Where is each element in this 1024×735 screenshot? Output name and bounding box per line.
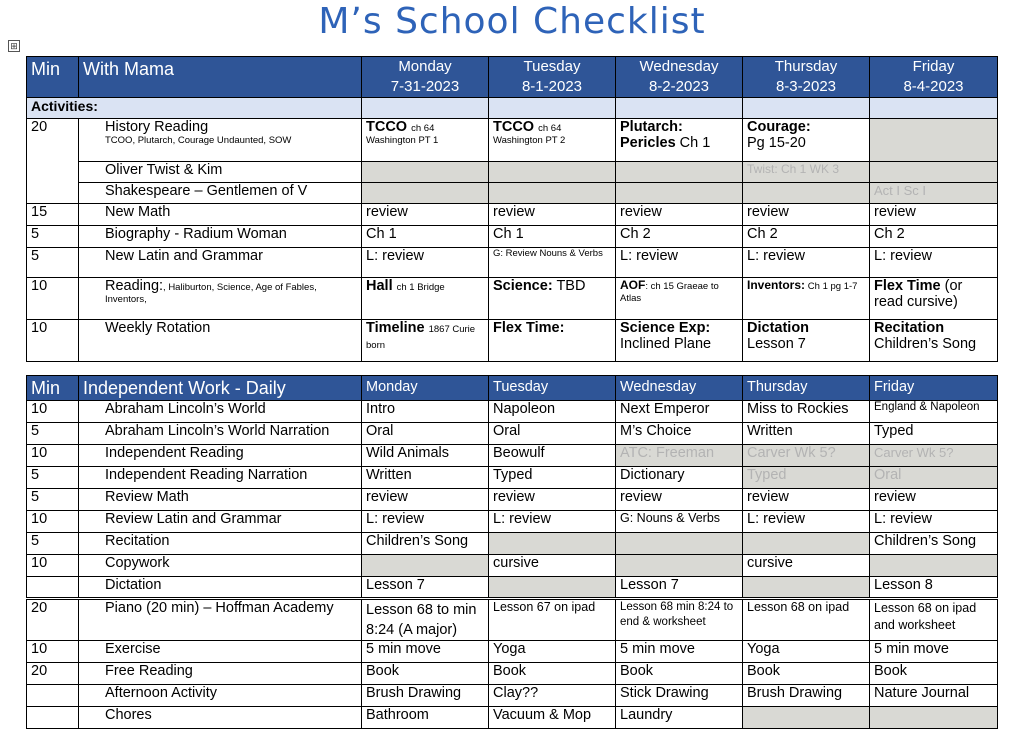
- math-fri[interactable]: review: [870, 204, 998, 226]
- reading-cell: Reading:, Haliburton, Science, Age of Fables, Inventors,: [79, 278, 362, 320]
- cell-mon[interactable]: Bathroom: [362, 707, 489, 729]
- latin-wed[interactable]: L: review: [616, 248, 743, 278]
- cell-wed[interactable]: Lesson 68 min 8:24 to end & worksheet: [616, 599, 743, 641]
- history-fri[interactable]: [870, 119, 998, 162]
- cell-mon[interactable]: Children’s Song: [362, 533, 489, 555]
- cell-wed[interactable]: ATC: Freeman: [616, 445, 743, 467]
- reading-min: 10: [27, 278, 79, 320]
- cell-tue[interactable]: [489, 577, 616, 599]
- row-min: [27, 707, 79, 729]
- new-latin-cell: New Latin and Grammar: [79, 248, 362, 278]
- day-header-friday: Friday 8-4-2023: [870, 57, 998, 98]
- cell-fri[interactable]: [870, 707, 998, 729]
- day-header-tuesday: Tuesday: [489, 376, 616, 401]
- cell-fri[interactable]: review: [870, 489, 998, 511]
- cell-mon[interactable]: Written: [362, 467, 489, 489]
- cell-wed[interactable]: Dictionary: [616, 467, 743, 489]
- cell-tue[interactable]: Clay??: [489, 685, 616, 707]
- cell-mon[interactable]: Lesson 68 to min 8:24 (A major): [362, 599, 489, 641]
- cell-mon[interactable]: L: review: [362, 511, 489, 533]
- activity-name: Abraham Lincoln’s World Narration: [79, 423, 362, 445]
- cell-thu[interactable]: Yoga: [743, 641, 870, 663]
- cell-wed[interactable]: G: Nouns & Verbs: [616, 511, 743, 533]
- cell-thu[interactable]: [743, 577, 870, 599]
- history-reading-cell: [79, 119, 362, 162]
- history-reading-title: History Reading: [105, 119, 209, 135]
- reading-tue[interactable]: Science: TBD: [489, 278, 616, 320]
- independent-work-table: [26, 375, 998, 729]
- activity-name: Dictation: [79, 577, 362, 599]
- cell-thu[interactable]: Miss to Rockies: [743, 401, 870, 423]
- row-min: [27, 577, 79, 599]
- rotation-thu[interactable]: Dictation Lesson 7: [743, 320, 870, 362]
- oliver-mon[interactable]: [362, 162, 489, 183]
- shakes-fri[interactable]: Act I Sc I: [870, 183, 998, 204]
- row-min: 20: [27, 663, 79, 685]
- cell-mon[interactable]: Lesson 7: [362, 577, 489, 599]
- page-title: M’s School Checklist: [318, 1, 706, 42]
- day-header-wednesday: Wednesday 8-2-2023: [616, 57, 743, 98]
- cell-thu[interactable]: Typed: [743, 467, 870, 489]
- independent-work-header: Independent Work - Daily: [79, 376, 362, 401]
- cell-fri[interactable]: Carver Wk 5?: [870, 445, 998, 467]
- cell-thu[interactable]: Brush Drawing: [743, 685, 870, 707]
- row-min: 10: [27, 511, 79, 533]
- oliver-tue[interactable]: [489, 162, 616, 183]
- cell-tue[interactable]: Vacuum & Mop: [489, 707, 616, 729]
- oliver-twist-cell: Oliver Twist & Kim: [79, 162, 362, 183]
- cell-fri[interactable]: Book: [870, 663, 998, 685]
- cell-fri[interactable]: 5 min move: [870, 641, 998, 663]
- math-min: 15: [27, 204, 79, 226]
- cell-mon[interactable]: review: [362, 489, 489, 511]
- cell-mon[interactable]: [362, 555, 489, 577]
- day-header-wednesday: Wednesday: [616, 376, 743, 401]
- rotation-tue[interactable]: Flex Time:: [489, 320, 616, 362]
- shakes-wed[interactable]: [616, 183, 743, 204]
- row-min: 10: [27, 641, 79, 663]
- math-thu[interactable]: review: [743, 204, 870, 226]
- bio-fri[interactable]: Ch 2: [870, 226, 998, 248]
- day-header-monday: Monday: [362, 376, 489, 401]
- cell-wed[interactable]: M’s Choice: [616, 423, 743, 445]
- bio-min: 5: [27, 226, 79, 248]
- activity-name: Piano (20 min) – Hoffman Academy: [79, 599, 362, 641]
- cell-tue[interactable]: Yoga: [489, 641, 616, 663]
- cell-tue[interactable]: Book: [489, 663, 616, 685]
- min-header: Min: [27, 376, 79, 401]
- cell-tue[interactable]: cursive: [489, 555, 616, 577]
- latin-tue[interactable]: G: Review Nouns & Verbs: [489, 248, 616, 278]
- cell-wed[interactable]: [616, 555, 743, 577]
- activity-name: Free Reading: [79, 663, 362, 685]
- cell-wed[interactable]: [616, 533, 743, 555]
- cell-tue[interactable]: Beowulf: [489, 445, 616, 467]
- cell-tue[interactable]: review: [489, 489, 616, 511]
- new-math-cell: New Math: [79, 204, 362, 226]
- shakes-thu[interactable]: [743, 183, 870, 204]
- rotation-mon[interactable]: Timeline 1867 Curie born: [362, 320, 489, 362]
- bio-tue[interactable]: Ch 1: [489, 226, 616, 248]
- row-min: 10: [27, 401, 79, 423]
- rotation-wed[interactable]: Science Exp: Inclined Plane: [616, 320, 743, 362]
- history-min: 20: [27, 119, 79, 204]
- cell-thu[interactable]: cursive: [743, 555, 870, 577]
- cell-wed[interactable]: Stick Drawing: [616, 685, 743, 707]
- latin-fri[interactable]: L: review: [870, 248, 998, 278]
- activities-label: Activities:: [27, 98, 362, 119]
- cell-fri[interactable]: Oral: [870, 467, 998, 489]
- cell-thu[interactable]: Carver Wk 5?: [743, 445, 870, 467]
- cell-tue[interactable]: Napoleon: [489, 401, 616, 423]
- cell-wed[interactable]: Book: [616, 663, 743, 685]
- activity-name: Abraham Lincoln’s World: [79, 401, 362, 423]
- cell-fri[interactable]: [870, 555, 998, 577]
- rotation-fri[interactable]: Recitation Children’s Song: [870, 320, 998, 362]
- shakes-tue[interactable]: [489, 183, 616, 204]
- cell-fri[interactable]: L: review: [870, 511, 998, 533]
- row-min: 20: [27, 599, 79, 641]
- shakespeare-cell: Shakespeare – Gentlemen of V: [79, 183, 362, 204]
- cell-thu[interactable]: Written: [743, 423, 870, 445]
- cell-fri[interactable]: England & Napoleon: [870, 401, 998, 423]
- bio-thu[interactable]: Ch 2: [743, 226, 870, 248]
- cell-wed[interactable]: review: [616, 489, 743, 511]
- row-min: 5: [27, 467, 79, 489]
- reading-mon[interactable]: Hall ch 1 Bridge: [362, 278, 489, 320]
- cell-fri[interactable]: Typed: [870, 423, 998, 445]
- cell-mon[interactable]: 5 min move: [362, 641, 489, 663]
- with-mama-table: [26, 56, 998, 362]
- day-header-tuesday: Tuesday 8-1-2023: [489, 57, 616, 98]
- reading-wed[interactable]: AOF: ch 15 Graeae to Atlas: [616, 278, 743, 320]
- cell-wed[interactable]: 5 min move: [616, 641, 743, 663]
- cell-fri[interactable]: Lesson 68 on ipad and worksheet: [870, 599, 998, 641]
- history-tue[interactable]: TCCO ch 64 Washington PT 2: [489, 119, 616, 162]
- cell-wed[interactable]: Lesson 7: [616, 577, 743, 599]
- cell-thu[interactable]: L: review: [743, 511, 870, 533]
- table-move-handle-icon[interactable]: ⊞: [8, 40, 20, 52]
- bio-mon[interactable]: Ch 1: [362, 226, 489, 248]
- activity-name: Review Math: [79, 489, 362, 511]
- activity-name: Exercise: [79, 641, 362, 663]
- row-min: [27, 685, 79, 707]
- day-header-thursday: Thursday 8-3-2023: [743, 57, 870, 98]
- latin-thu[interactable]: L: review: [743, 248, 870, 278]
- activity-name: Copywork: [79, 555, 362, 577]
- activity-name: Afternoon Activity: [79, 685, 362, 707]
- activity-name: Chores: [79, 707, 362, 729]
- latin-mon[interactable]: L: review: [362, 248, 489, 278]
- reading-thu[interactable]: Inventors: Ch 1 pg 1-7: [743, 278, 870, 320]
- rotation-min: 10: [27, 320, 79, 362]
- cell-mon[interactable]: Oral: [362, 423, 489, 445]
- biography-cell: Biography - Radium Woman: [79, 226, 362, 248]
- row-min: 5: [27, 533, 79, 555]
- activity-name: Independent Reading: [79, 445, 362, 467]
- cell-fri[interactable]: Lesson 8: [870, 577, 998, 599]
- cell-wed[interactable]: Laundry: [616, 707, 743, 729]
- history-mon[interactable]: TCCO ch 64 Washington PT 1: [362, 119, 489, 162]
- day-header-monday: Monday 7-31-2023: [362, 57, 489, 98]
- min-header: Min: [27, 57, 79, 98]
- cell-mon[interactable]: Wild Animals: [362, 445, 489, 467]
- cell-mon[interactable]: Intro: [362, 401, 489, 423]
- cell-mon[interactable]: Book: [362, 663, 489, 685]
- row-min: 10: [27, 445, 79, 467]
- cell-thu[interactable]: Lesson 68 on ipad: [743, 599, 870, 641]
- reading-fri[interactable]: Flex Time (or read cursive): [870, 278, 998, 320]
- cell-fri[interactable]: Nature Journal: [870, 685, 998, 707]
- math-tue[interactable]: review: [489, 204, 616, 226]
- row-min: 5: [27, 423, 79, 445]
- cell-thu[interactable]: Book: [743, 663, 870, 685]
- history-reading-sub: TCOO, Plutarch, Courage Undaunted, SOW: [105, 135, 292, 146]
- activity-name: Review Latin and Grammar: [79, 511, 362, 533]
- cell-wed[interactable]: Next Emperor: [616, 401, 743, 423]
- activity-name: Recitation: [79, 533, 362, 555]
- cell-thu[interactable]: review: [743, 489, 870, 511]
- day-header-thursday: Thursday: [743, 376, 870, 401]
- oliver-wed[interactable]: [616, 162, 743, 183]
- weekly-rotation-cell: Weekly Rotation: [79, 320, 362, 362]
- shakes-mon[interactable]: [362, 183, 489, 204]
- latin-min: 5: [27, 248, 79, 278]
- history-thu[interactable]: Courage: Pg 15-20: [743, 119, 870, 162]
- row-min: 5: [27, 489, 79, 511]
- oliver-fri[interactable]: [870, 162, 998, 183]
- cell-fri[interactable]: Children’s Song: [870, 533, 998, 555]
- cell-tue[interactable]: Lesson 67 on ipad: [489, 599, 616, 641]
- cell-thu[interactable]: [743, 707, 870, 729]
- cell-tue[interactable]: Typed: [489, 467, 616, 489]
- cell-thu[interactable]: [743, 533, 870, 555]
- cell-tue[interactable]: L: review: [489, 511, 616, 533]
- with-mama-header: With Mama: [79, 57, 362, 98]
- cell-tue[interactable]: Oral: [489, 423, 616, 445]
- math-mon[interactable]: review: [362, 204, 489, 226]
- math-wed[interactable]: review: [616, 204, 743, 226]
- activity-name: Independent Reading Narration: [79, 467, 362, 489]
- bio-wed[interactable]: Ch 2: [616, 226, 743, 248]
- cell-tue[interactable]: [489, 533, 616, 555]
- oliver-thu[interactable]: Twist: Ch 1 WK 3: [743, 162, 870, 183]
- cell-mon[interactable]: Brush Drawing: [362, 685, 489, 707]
- day-header-friday: Friday: [870, 376, 998, 401]
- history-wed[interactable]: Plutarch: Pericles Ch 1: [616, 119, 743, 162]
- row-min: 10: [27, 555, 79, 577]
